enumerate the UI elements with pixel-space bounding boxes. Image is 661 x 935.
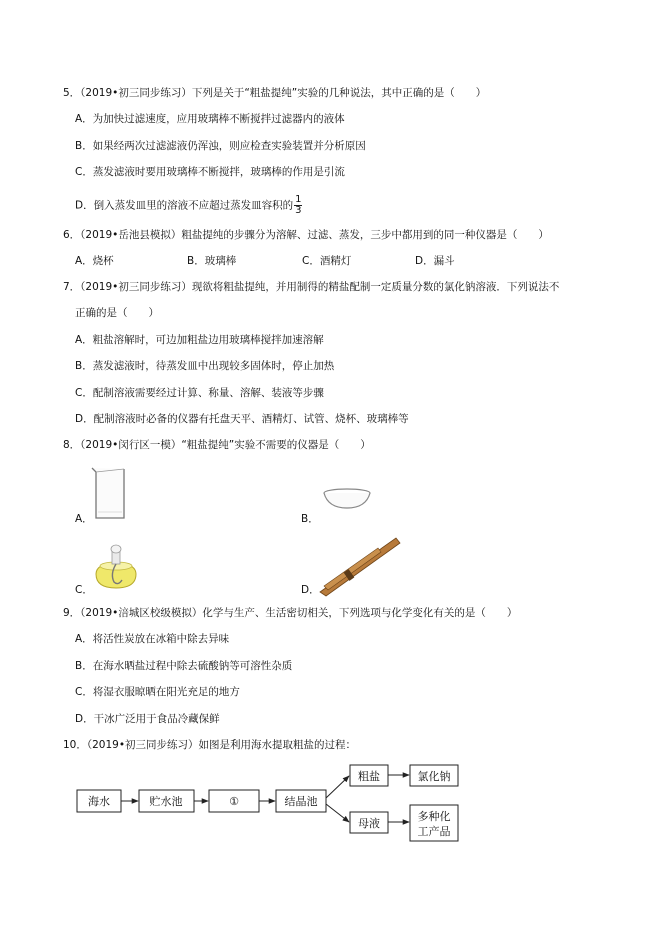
q9-option-b: B．在海水晒盐过程中除去硫酸钠等可溶性杂质 xyxy=(75,660,293,672)
q8-option-b-label: B． xyxy=(301,513,319,525)
svg-text:结晶池: 结晶池 xyxy=(284,795,318,808)
q8-option-a-label: A． xyxy=(75,513,93,525)
arrow-crystallizer-to-mother-liquor xyxy=(326,804,349,822)
q6-stem: 6．（2019•岳池县模拟）粗盐提纯的步骤分为溶解、过滤、蒸发，三步中都用到的同一种仪器是（ ） xyxy=(63,229,549,241)
q7-option-c: C．配制溶液需要经过计算、称量、溶解、装液等步骤 xyxy=(75,387,324,399)
flow-box-nacl xyxy=(410,765,458,786)
q6-option-c: C．酒精灯 xyxy=(302,255,352,267)
q7-stem-line1: 7．（2019•初三同步练习）现欲将粗盐提纯，并用制得的精盐配制一定质量分数的氯化钠溶液．下列说法不 xyxy=(63,281,560,293)
arrow-crystallizer-to-crude-salt xyxy=(326,776,349,798)
q7-stem-line2: 正确的是（ ） xyxy=(75,307,159,319)
q8-option-d-label: D． xyxy=(301,584,320,596)
q9-option-d: D．干冰广泛用于食品冷藏保鲜 xyxy=(75,713,220,725)
svg-text:①: ① xyxy=(229,795,239,808)
flow-box-reservoir xyxy=(139,790,194,812)
q7-option-b: B．蒸发滤液时，待蒸发皿中出现较多固体时，停止加热 xyxy=(75,360,335,372)
flow-box-seawater xyxy=(77,790,121,812)
flow-box-step1 xyxy=(209,790,259,812)
svg-text:贮水池: 贮水池 xyxy=(149,795,183,808)
flow-box-crude-salt xyxy=(350,765,388,786)
flow-box-mother-liquor xyxy=(350,812,388,833)
q5-option-d-text: D．倒入蒸发皿里的溶液不应超过蒸发皿容积的 xyxy=(75,199,294,212)
q9-stem: 9．（2019•涪城区校级模拟）化学与生产、生活密切相关，下列选项与化学变化有关的是（ ） xyxy=(63,607,518,619)
svg-text:海水: 海水 xyxy=(88,795,110,808)
fraction-one-third: $\frac{1}{3}$ xyxy=(295,194,302,216)
q8-stem: 8．（2019•闵行区一模）“粗盐提纯”实验不需要的仪器是（ ） xyxy=(63,439,371,451)
q7-option-d: D．配制溶液时必备的仪器有托盘天平、酒精灯、试管、烧杯、玻璃棒等 xyxy=(75,413,409,425)
q5-option-c: C．蒸发滤液时要用玻璃棒不断搅拌，玻璃棒的作用是引流 xyxy=(75,166,345,178)
q5-option-a: A．为加快过滤速度，应用玻璃棒不断搅拌过滤器内的液体 xyxy=(75,113,345,125)
svg-text:多种化: 多种化 xyxy=(417,810,451,823)
flow-box-crystallizer xyxy=(276,790,326,812)
q5-stem: 5．（2019•初三同步练习）下列是关于“粗盐提纯”实验的几种说法，其中正确的是（ ） xyxy=(63,87,487,99)
svg-text:粗盐: 粗盐 xyxy=(358,770,380,783)
flow-box-chemical-products xyxy=(410,805,458,841)
q9-option-a: A．将活性炭放在冰箱中除去异味 xyxy=(75,633,230,645)
q9-option-c: C．将湿衣服晾晒在阳光充足的地方 xyxy=(75,686,240,698)
q6-option-d: D．漏斗 xyxy=(415,255,455,267)
q5-option-b: B．如果经两次过滤滤液仍浑浊，则应检查实验装置并分析原因 xyxy=(75,140,366,152)
svg-text:氯化钠: 氯化钠 xyxy=(417,770,451,783)
q7-option-a: A．粗盐溶解时，可边加粗盐边用玻璃棒搅拌加速溶解 xyxy=(75,334,324,346)
q6-option-b: B．玻璃棒 xyxy=(187,255,237,267)
svg-text:工产品: 工产品 xyxy=(417,825,451,838)
q10-stem: 10．（2019•初三同步练习）如图是利用海水提取粗盐的过程： xyxy=(63,739,357,751)
svg-text:母液: 母液 xyxy=(358,817,380,830)
q6-option-a: A．烧杯 xyxy=(75,255,114,267)
q8-option-c-label: C． xyxy=(75,584,93,596)
